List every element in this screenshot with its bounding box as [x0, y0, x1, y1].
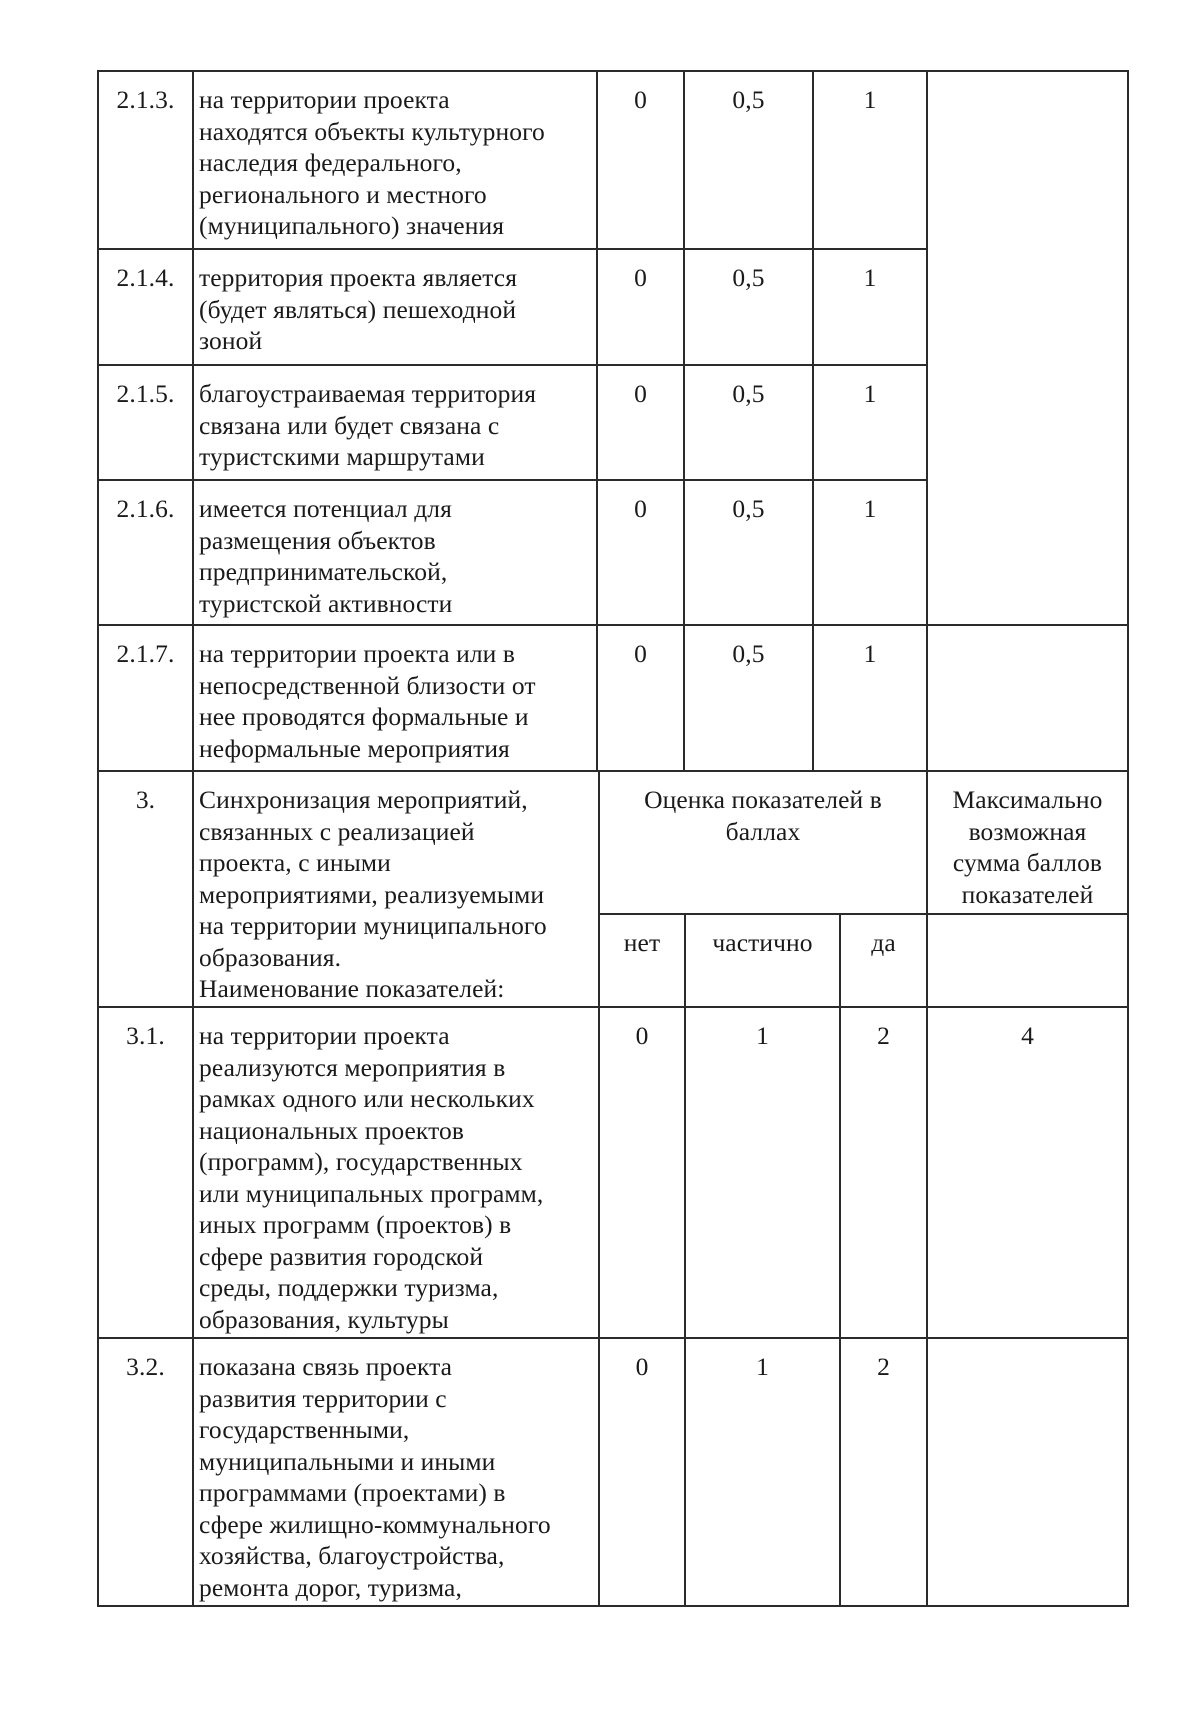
- indicator-text: на территории проекта реализуются мероприятия в рамках одного или нескольких национальных проектов (программ), государственных или муниципальных программ, иных программ (проектов) в сфере развития городской среды, поддержки туризма, образования, культуры: [199, 1021, 544, 1334]
- score-no: 0: [634, 639, 647, 668]
- row-number: 2.1.7.: [116, 639, 175, 668]
- score-no: 0: [635, 1352, 649, 1381]
- row-divider: [97, 248, 928, 250]
- indicator-text: на территории проекта находятся объекты культурного наследия федерального, регионального и местного (муниципального) значения: [199, 85, 545, 240]
- max-sum: 4: [1021, 1021, 1034, 1050]
- row-divider: [97, 479, 928, 481]
- table-right-border: [1127, 70, 1129, 1607]
- row-divider: [97, 1006, 1129, 1008]
- score-no: 0: [634, 85, 647, 114]
- row-number: 2.1.6.: [116, 494, 175, 523]
- column-divider: [598, 770, 600, 1607]
- row-divider: [97, 1337, 1129, 1339]
- table-bottom-border: [97, 1605, 1129, 1607]
- row-divider: [97, 770, 1129, 772]
- subheader-divider: [598, 913, 1129, 915]
- table-top-border: [97, 70, 1129, 72]
- score-partial: 0,5: [732, 379, 765, 408]
- row-divider: [97, 364, 928, 366]
- score-header: Оценка показателей в баллах: [644, 785, 882, 846]
- section-title: Синхронизация мероприятий, связанных с реализацией проекта, с иными мероприятиями, реализуемыми на территории муниципального образования. Наименование показателей:: [199, 785, 547, 1003]
- score-partial: 0,5: [732, 639, 765, 668]
- score-yes: 1: [863, 639, 877, 668]
- col-header-partial: частично: [712, 928, 813, 957]
- col-header-yes: да: [871, 928, 896, 957]
- row-number: 2.1.4.: [116, 263, 175, 292]
- col-header-no: нет: [623, 928, 661, 957]
- row-number: 3.1.: [126, 1021, 165, 1050]
- score-partial: 1: [756, 1352, 769, 1381]
- row-number: 3.2.: [126, 1352, 165, 1381]
- column-divider: [926, 70, 928, 772]
- indicator-text: территория проекта является (будет являться) пешеходной зоной: [199, 263, 518, 355]
- row-number: 2.1.3.: [116, 85, 175, 114]
- row-number: 2.1.5.: [116, 379, 175, 408]
- indicator-text: благоустраиваемая территория связана или будет связана с туристскими маршрутами: [199, 379, 537, 471]
- max-sum-header: Максимально возможная сумма баллов показателей: [952, 785, 1103, 909]
- score-yes: 1: [863, 263, 877, 292]
- section-number: 3.: [135, 785, 156, 814]
- indicator-text: показана связь проекта развития территории с государственными, муниципальными и иными программами (проектами) в сфере жилищно-коммунального хозяйства, благоустройства, ремонта дорог, туризма,: [199, 1352, 551, 1602]
- column-divider: [839, 913, 841, 1607]
- indicator-text: имеется потенциал для размещения объектов предпринимательской, туристской активности: [199, 494, 453, 618]
- score-no: 0: [635, 1021, 649, 1050]
- score-yes: 1: [863, 85, 877, 114]
- score-yes: 1: [863, 494, 877, 523]
- score-yes: 1: [863, 379, 877, 408]
- score-partial: 0,5: [732, 494, 765, 523]
- score-no: 0: [634, 494, 647, 523]
- score-partial: 1: [756, 1021, 769, 1050]
- column-divider: [192, 70, 194, 1607]
- score-no: 0: [634, 263, 647, 292]
- column-divider: [684, 913, 686, 1607]
- score-partial: 0,5: [732, 85, 765, 114]
- score-yes: 2: [877, 1021, 890, 1050]
- indicator-text: на территории проекта или в непосредственной близости от нее проводятся формальные и неформальные мероприятия: [199, 639, 536, 763]
- score-yes: 2: [877, 1352, 890, 1381]
- row-divider: [97, 624, 1129, 626]
- score-partial: 0,5: [732, 263, 765, 292]
- score-no: 0: [634, 379, 647, 408]
